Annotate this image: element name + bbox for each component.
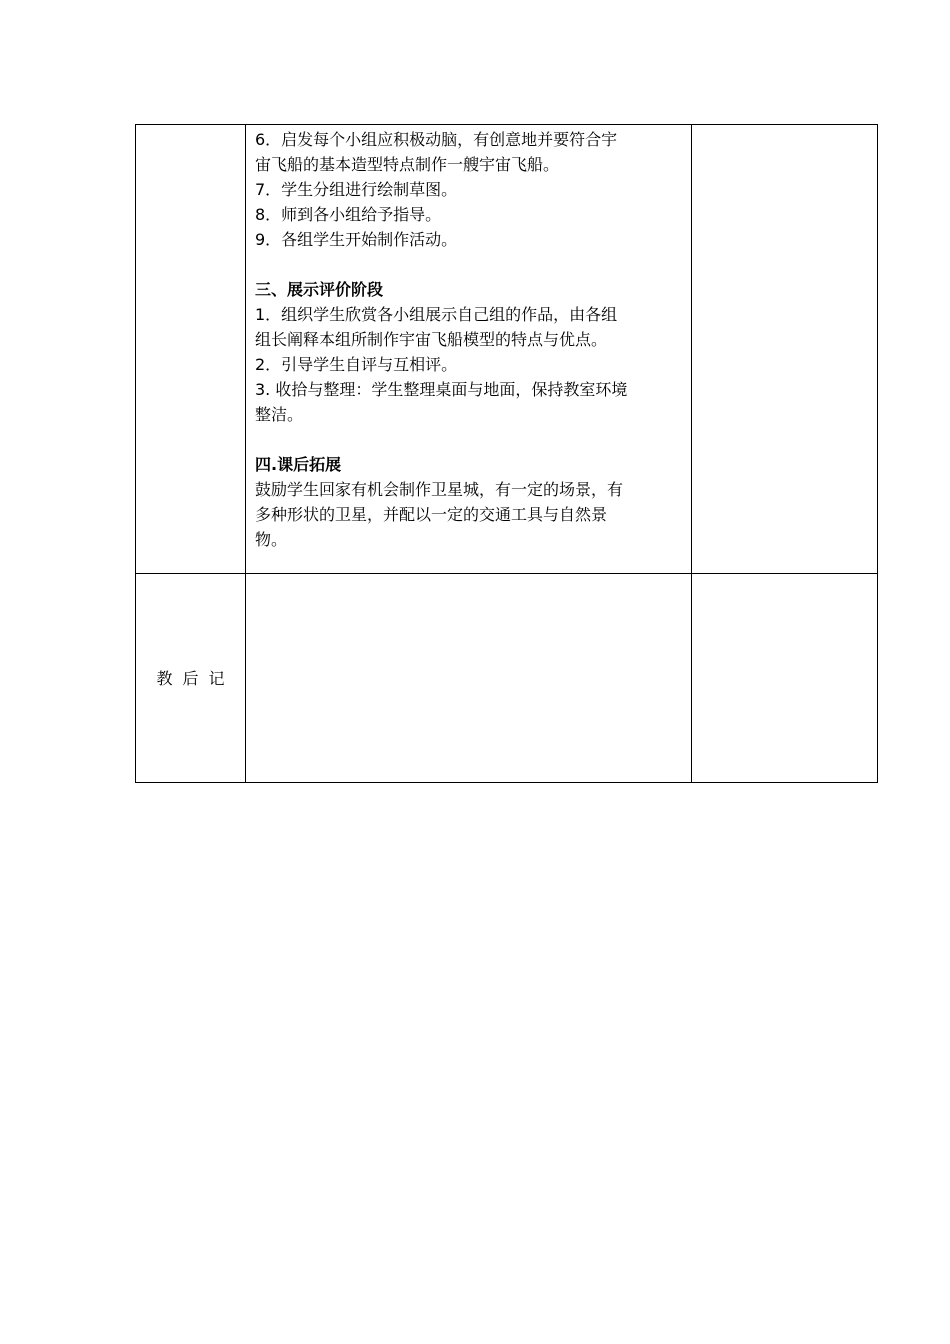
section-4-heading: 四.课后拓展 (255, 455, 342, 474)
content-row (136, 125, 878, 574)
reflection-content-cell (246, 574, 692, 783)
section-3-line: 3. 收拾与整理：学生整理桌面与地面，保持教室环境 (255, 380, 628, 399)
notes-cell (692, 125, 878, 574)
content-cell (246, 125, 692, 574)
section-3-line: 组长阐释本组所制作宇宙飞船模型的特点与优点。 (255, 330, 608, 349)
lesson-plan-table (135, 124, 878, 783)
left-label-cell (136, 125, 246, 574)
reflection-row (136, 574, 878, 783)
step-8: 8．师到各小组给予指导。 (255, 205, 442, 224)
section-4-line: 鼓励学生回家有机会制作卫星城，有一定的场景，有 (255, 480, 624, 499)
reflection-label: 教后记 (156, 669, 235, 688)
section-4-line: 多种形状的卫星，并配以一定的交通工具与自然景 (255, 505, 608, 524)
blank-line (255, 427, 683, 452)
section-3-line: 整洁。 (255, 405, 304, 424)
section-3-heading: 三、展示评价阶段 (255, 280, 384, 299)
reflection-notes-cell (692, 574, 878, 783)
blank-line (255, 252, 683, 277)
step-7: 7．学生分组进行绘制草图。 (255, 180, 458, 199)
step-6-line-1: 6．启发每个小组应积极动脑，有创意地并要符合宇 (255, 130, 618, 149)
section-4-line: 物。 (255, 530, 288, 549)
step-9: 9．各组学生开始制作活动。 (255, 230, 458, 249)
section-3-line: 2．引导学生自评与互相评。 (255, 355, 458, 374)
section-3-line: 1．组织学生欣赏各小组展示自己组的作品，由各组 (255, 305, 618, 324)
reflection-label-cell (136, 574, 246, 783)
step-6-line-2: 宙飞船的基本造型特点制作一艘宇宙飞船。 (255, 155, 560, 174)
